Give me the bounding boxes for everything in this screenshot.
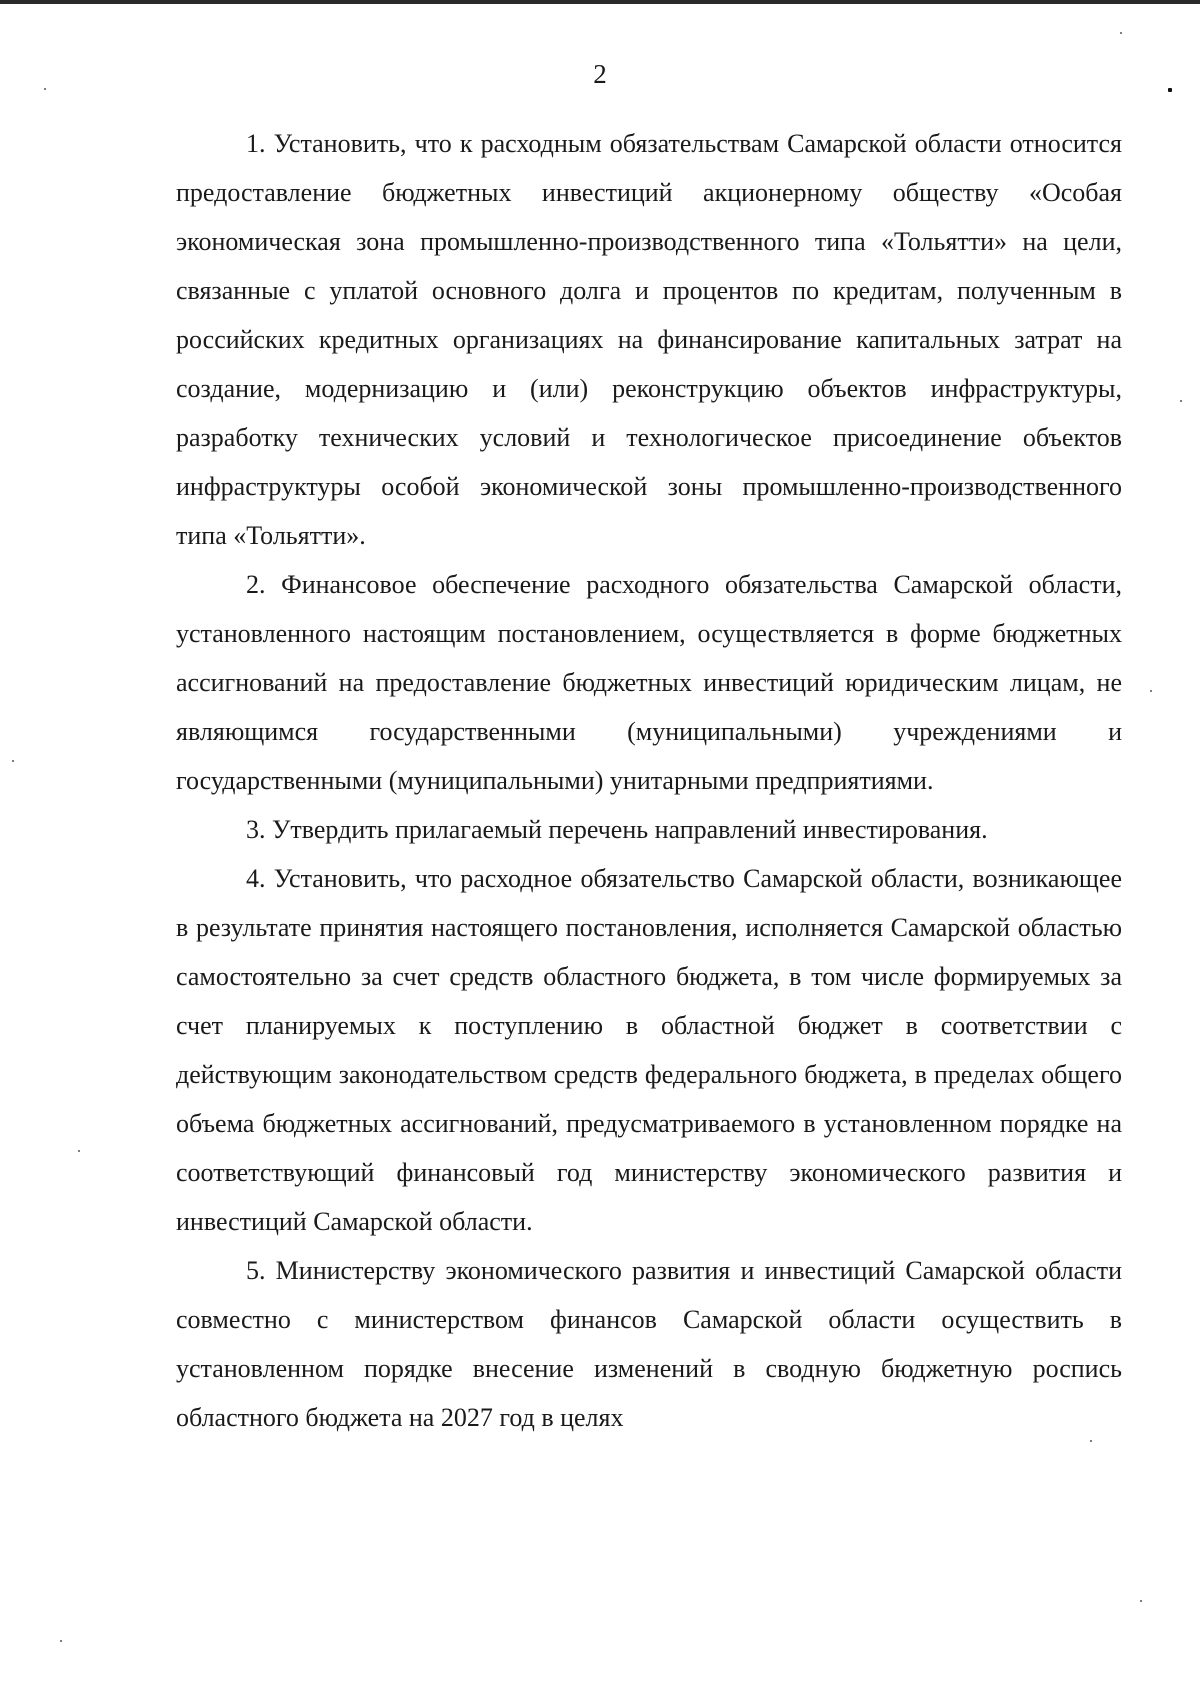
scan-speck bbox=[1090, 1440, 1092, 1442]
scan-top-edge bbox=[0, 0, 1200, 4]
page-number: 2 bbox=[593, 59, 607, 89]
scan-speck bbox=[78, 1150, 80, 1152]
scan-speck bbox=[1180, 400, 1182, 402]
paragraph-3: 3. Утвердить прилагаемый перечень направлений инвестирования. bbox=[246, 814, 988, 844]
paragraph-2: 2. Финансовое обеспечение расходного обязательства Самарской области, установленного настоящим постановлением, осуществляется в форме бюджетных ассигнований на предоставление бюджетных инвестиций юридическим лицам, не являющимся государственными (муниципальными) учреждениями и государственными (муниципальными) унитарными предприятиями. bbox=[176, 569, 1122, 795]
scan-speck bbox=[1120, 32, 1122, 34]
scan-speck bbox=[44, 88, 46, 90]
paragraph-1: 1. Установить, что к расходным обязательствам Самарской области относится предоставление бюджетных инвестиций акционерному обществу «Особая экономическая зона промышленно-производственного типа «Тольятти» на цели, связанные с уплатой основного долга и процентов по кредитам, полученным в российских кредитных организациях на финансирование капитальных затрат на создание, модернизацию и (или) реконструкцию объектов инфраструктуры, разработку технических условий и технологическое присоединение объектов инфраструктуры особой экономической зоны промышленно-производственного типа «Тольятти». bbox=[176, 128, 1122, 550]
paragraph-5: 5. Министерству экономического развития и инвестиций Самарской области совместно с министерством финансов Самарской области осуществить в установленном порядке внесение изменений в сводную бюджетную роспись областного бюджета на 2027 год в целях bbox=[176, 1255, 1122, 1432]
scan-speck bbox=[1140, 1600, 1142, 1602]
scan-speck bbox=[1150, 690, 1152, 692]
document-body bbox=[176, 119, 1122, 1442]
paragraph-4: 4. Установить, что расходное обязательство Самарской области, возникающее в результате принятия настоящего постановления, исполняется Самарской областью самостоятельно за счет средств областного бюджета, в том числе формируемых за счет планируемых к поступлению в областной бюджет в соответствии с действующим законодательством средств федерального бюджета, в пределах общего объема бюджетных ассигнований, предусматриваемого в установленном порядке на соответствующий финансовый год министерству экономического развития и инвестиций Самарской области. bbox=[176, 863, 1122, 1236]
scan-speck bbox=[1168, 88, 1172, 92]
scan-speck bbox=[60, 1640, 62, 1642]
scan-speck bbox=[12, 760, 14, 762]
